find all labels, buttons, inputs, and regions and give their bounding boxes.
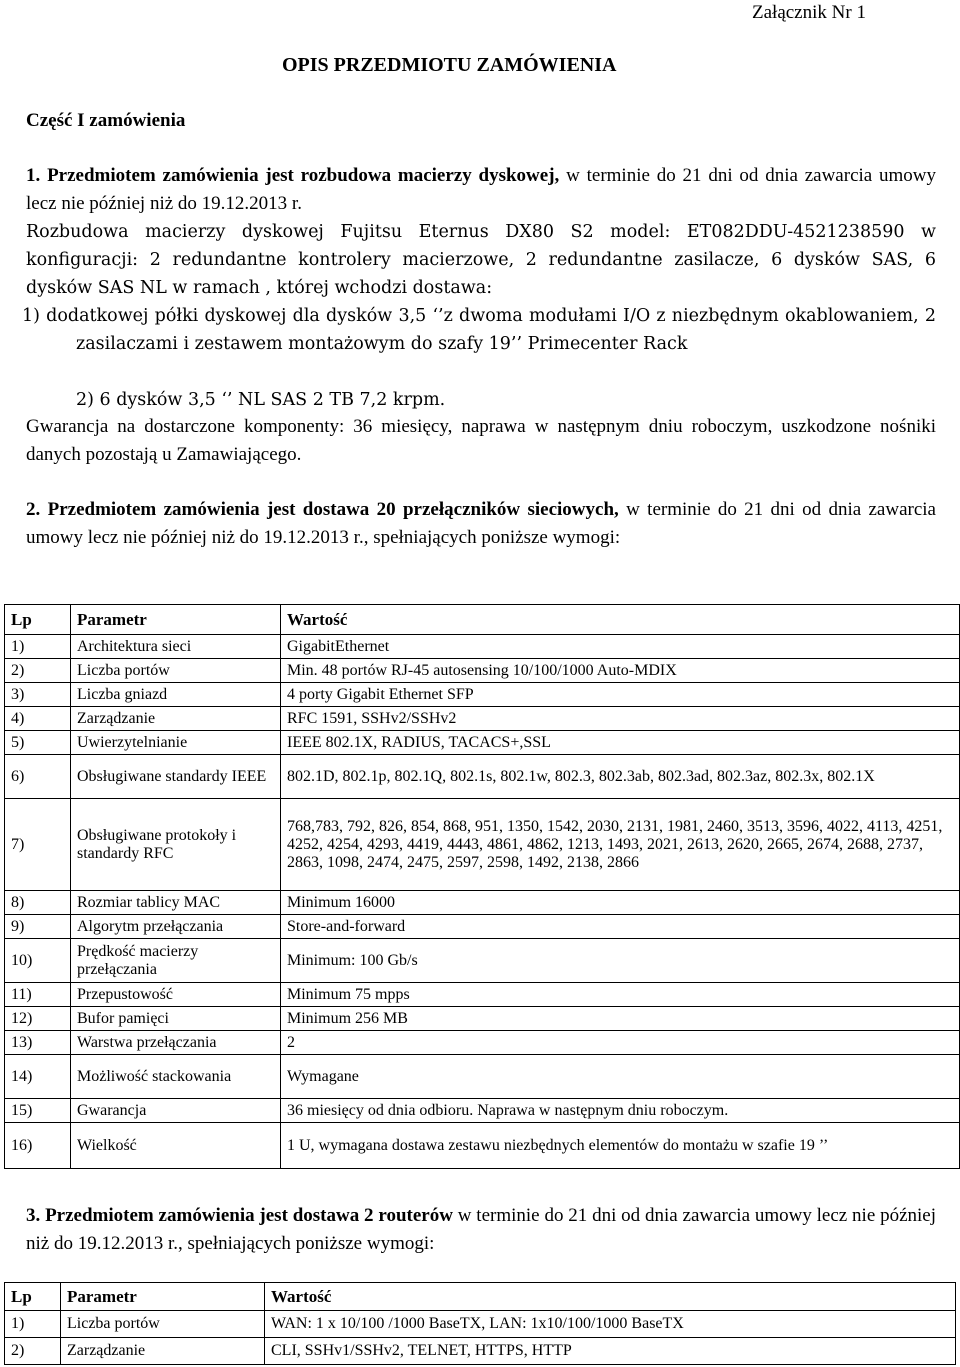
cell-lp: 14) (5, 1055, 71, 1099)
cell-lp: 10) (5, 939, 71, 983)
table-row (5, 1338, 956, 1365)
router-requirements-table (4, 1282, 956, 1365)
cell-lp: 3) (5, 683, 71, 707)
cell-parameter: Prędkość macierzy przełączania (71, 939, 281, 983)
section2-intro (26, 496, 936, 552)
cell-parameter: Algorytm przełączania (71, 915, 281, 939)
cell-value: 36 miesięcy od dnia odbioru. Naprawa w następnym dniu roboczym. (281, 1099, 960, 1123)
cell-value: Minimum 75 mpps (281, 983, 960, 1007)
section2-number: 2. (26, 499, 41, 520)
cell-value: 802.1D, 802.1p, 802.1Q, 802.1s, 802.1w, 802.3, 802.3ab, 802.3ad, 802.3az, 802.3x, 802.1X (281, 755, 960, 799)
cell-lp: 5) (5, 731, 71, 755)
cell-value: 4 porty Gigabit Ethernet SFP (281, 683, 960, 707)
section1-description: Rozbudowa macierzy dyskowej Fujitsu Eternus DX80 S2 model: ET082DDU-4521238590 w konfiguracji: 2 redundantne kontrolery macierzowe, 2 redundantne zasilacze, 6 dysków SAS, 6 dysków SAS NL w ramach , której wchodzi dostawa: (26, 222, 936, 298)
cell-parameter: Zarządzanie (61, 1338, 265, 1365)
cell-lp: 9) (5, 915, 71, 939)
cell-parameter: Obsługiwane protokoły i standardy RFC (71, 799, 281, 891)
cell-lp: 8) (5, 891, 71, 915)
cell-lp: 2) (5, 659, 71, 683)
table-row (5, 799, 960, 891)
section1-number: 1. (26, 165, 41, 186)
cell-parameter: Liczba portów (71, 659, 281, 683)
cell-parameter: Liczba portów (61, 1311, 265, 1338)
column-header-value: Wartość (265, 1283, 956, 1311)
column-header-parameter: Parametr (61, 1283, 265, 1311)
cell-lp: 13) (5, 1031, 71, 1055)
section1-rest: w terminie do 21 dni od dnia zawarcia umowy lecz nie później niż do 19.12.2013 r. (26, 165, 937, 214)
cell-parameter: Rozmiar tablicy MAC (71, 891, 281, 915)
cell-lp: 12) (5, 1007, 71, 1031)
table-header-row (5, 605, 960, 635)
cell-value: RFC 1591, SSHv2/SSHv2 (281, 707, 960, 731)
cell-lp: 1) (5, 1311, 61, 1338)
table-row (5, 1055, 960, 1099)
table-row (5, 755, 960, 799)
table-row (5, 683, 960, 707)
table-row (5, 939, 960, 983)
table-row (5, 1123, 960, 1169)
document-title: OPIS PRZEDMIOTU ZAMÓWIENIA (282, 54, 617, 76)
section1-item-2: 2) 6 dysków 3,5 ‘’ NL SAS 2 TB 7,2 krpm. (76, 390, 446, 410)
table-row (5, 635, 960, 659)
cell-value: 768,783, 792, 826, 854, 868, 951, 1350, 1542, 2030, 2131, 1981, 2460, 3513, 3596, 4022, 4113, 4251, 4252, 4254, 4293, 4419, 4443, 4861, 4862, 1213, 1493, 2021, 2613, 2620, 2665, 2674, 2688, 2737, 2863, 1098, 2474, 2475, 2597, 2598, 1492, 2138, 2866 (281, 799, 960, 891)
cell-lp: 15) (5, 1099, 71, 1123)
cell-parameter: Architektura sieci (71, 635, 281, 659)
section1-bold: Przedmiotem zamówienia jest rozbudowa macierzy dyskowej, (47, 165, 560, 186)
section1-intro (26, 162, 936, 218)
table-row (5, 891, 960, 915)
table-row (5, 1031, 960, 1055)
cell-parameter: Bufor pamięci (71, 1007, 281, 1031)
part-heading: Część I zamówienia (26, 110, 186, 131)
column-header-value: Wartość (281, 605, 960, 635)
section3-bold: Przedmiotem zamówienia jest dostawa 2 routerów (45, 1205, 453, 1226)
cell-lp: 16) (5, 1123, 71, 1169)
table-row (5, 731, 960, 755)
cell-lp: 1) (5, 635, 71, 659)
cell-parameter: Uwierzytelnianie (71, 731, 281, 755)
cell-value: CLI, SSHv1/SSHv2, TELNET, HTTPS, HTTP (265, 1338, 956, 1365)
section3-intro (26, 1202, 936, 1258)
column-header-lp: Lp (5, 605, 71, 635)
table-row (5, 983, 960, 1007)
section2-bold: Przedmiotem zamówienia jest dostawa 20 przełączników sieciowych, (47, 499, 619, 520)
cell-lp: 2) (5, 1338, 61, 1365)
cell-lp: 7) (5, 799, 71, 891)
cell-value: 1 U, wymagana dostawa zestawu niezbędnych elementów do montażu w szafie 19 ’’ (281, 1123, 960, 1169)
cell-parameter: Gwarancja (71, 1099, 281, 1123)
column-header-parameter: Parametr (71, 605, 281, 635)
switch-requirements-table (4, 604, 960, 1169)
table-row (5, 1099, 960, 1123)
cell-value: GigabitEthernet (281, 635, 960, 659)
cell-value: IEEE 802.1X, RADIUS, TACACS+,SSL (281, 731, 960, 755)
cell-parameter: Przepustowość (71, 983, 281, 1007)
cell-value: WAN: 1 x 10/100 /1000 BaseTX, LAN: 1x10/100/1000 BaseTX (265, 1311, 956, 1338)
table-row (5, 1311, 956, 1338)
cell-lp: 11) (5, 983, 71, 1007)
cell-value: Min. 48 portów RJ-45 autosensing 10/100/1000 Auto-MDIX (281, 659, 960, 683)
cell-value: Minimum 256 MB (281, 1007, 960, 1031)
cell-value: 2 (281, 1031, 960, 1055)
column-header-lp: Lp (5, 1283, 61, 1311)
cell-parameter: Obsługiwane standardy IEEE (71, 755, 281, 799)
table-row (5, 659, 960, 683)
cell-parameter: Wielkość (71, 1123, 281, 1169)
section1-item-1: 1) dodatkowej półki dyskowej dla dysków 3,5 ‘’z dwoma modułami I/O z niezbędnym okablowaniem, 2 zasilaczami i zestawem montażowym do szafy 19’’ Primecenter Rack (22, 306, 936, 354)
attachment-label: Załącznik Nr 1 (752, 2, 866, 23)
cell-value: Minimum: 100 Gb/s (281, 939, 960, 983)
cell-value: Store-and-forward (281, 915, 960, 939)
cell-parameter: Liczba gniazd (71, 683, 281, 707)
cell-lp: 4) (5, 707, 71, 731)
section3-number: 3. (26, 1205, 41, 1226)
cell-value: Minimum 16000 (281, 891, 960, 915)
cell-parameter: Zarządzanie (71, 707, 281, 731)
section3-rest: w terminie do 21 dni od dnia zawarcia umowy lecz nie później niż do 19.12.2013 r., spełniających poniższe wymogi: (26, 1205, 937, 1254)
cell-lp: 6) (5, 755, 71, 799)
section2-rest: w terminie do 21 dni od dnia zawarcia umowy lecz nie później niż do 19.12.2013 r., spełniających poniższe wymogi: (26, 499, 936, 548)
table-row (5, 1007, 960, 1031)
table-row (5, 707, 960, 731)
section1-warranty: Gwarancja na dostarczone komponenty: 36 miesięcy, naprawa w następnym dniu roboczym, uszkodzone nośniki danych pozostają u Zamawiającego. (26, 416, 936, 465)
table-header-row (5, 1283, 956, 1311)
cell-value: Wymagane (281, 1055, 960, 1099)
cell-parameter: Warstwa przełączania (71, 1031, 281, 1055)
cell-parameter: Możliwość stackowania (71, 1055, 281, 1099)
table-row (5, 915, 960, 939)
